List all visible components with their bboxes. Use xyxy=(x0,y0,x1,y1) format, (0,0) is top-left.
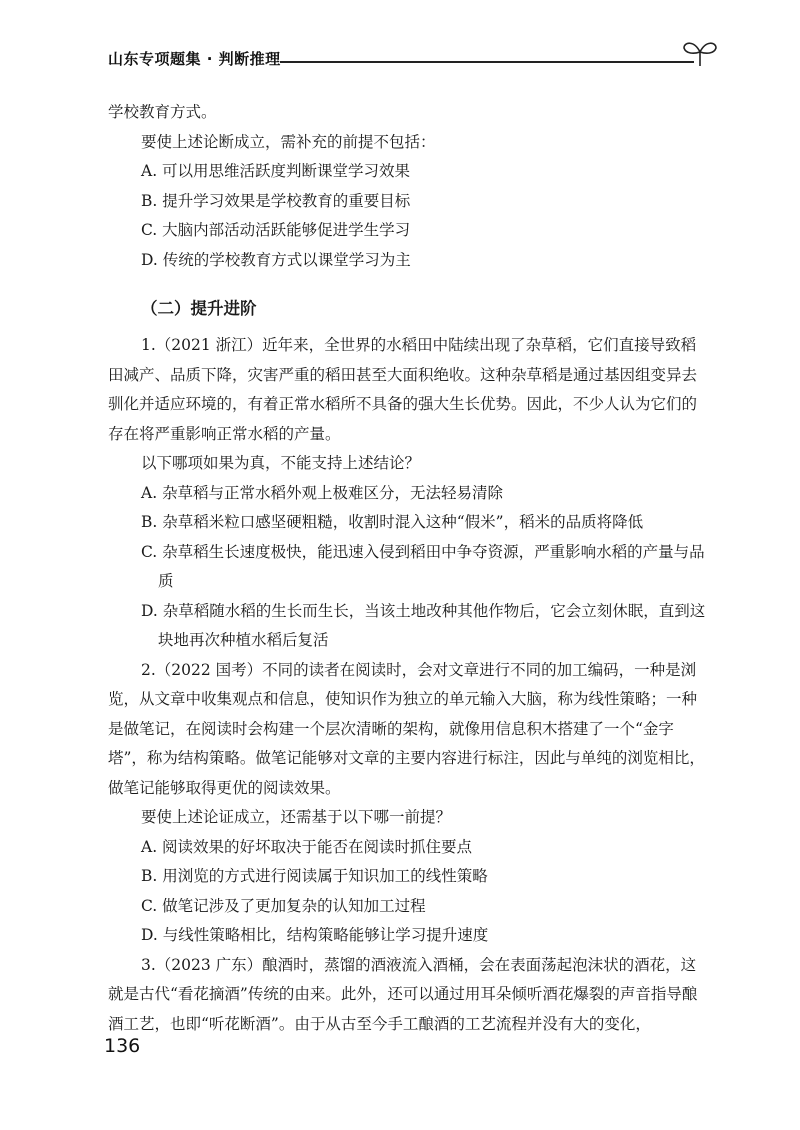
q2-stem: 要使上述论证成立，还需基于以下哪一前提？ xyxy=(141,808,452,826)
q-prev-stem: 要使上述论断成立，需补充的前提不包括： xyxy=(141,132,436,151)
page-number: 136 xyxy=(104,1035,141,1057)
q-prev-option-a: A. 可以用思维活跃度判断课堂学习效果 xyxy=(141,162,411,180)
header-title: 山东专项题集 · 判断推理 xyxy=(108,50,281,68)
q2-option-b: B. 用浏览的方式进行阅读属于知识加工的线性策略 xyxy=(141,867,488,885)
q1-option-b: B. 杂草稻米粒口感坚硬粗糙，收割时混入这种“假米”，稻米的品质将降低 xyxy=(141,513,644,531)
q2-text: 2.（2022 国考）不同的读者在阅读时，会对文章进行不同的加工编码，一种是浏览，从文章中收集观点和信息，使知识作为独立的单元输入大脑，称为线性策略；一种是做笔记，在阅读时会构建一个层次清晰的架构，就像用信息积木搭建了一个“金字塔”，称为结构策略。做笔记能够对文章的主要内容进行标注，因此与单纯的浏览相比，做笔记能够取得更优的阅读效果。 xyxy=(108,660,705,797)
q1-option-d: D. 杂草稻随水稻的生长而生长，当该土地改种其他作物后，它会立刻休眠，直到这块地再次种植水稻后复活 xyxy=(141,601,706,649)
page-content xyxy=(108,98,710,1039)
q2-option-a: A. 阅读效果的好坏取决于能否在阅读时抓住要点 xyxy=(141,837,473,856)
sprout-icon xyxy=(680,36,720,70)
q2-option-c: C. 做笔记涉及了更加复杂的认知加工过程 xyxy=(141,896,426,915)
running-header xyxy=(108,34,720,74)
q1-option-c: C. 杂草稻生长速度极快，能迅速入侵到稻田中争夺资源，严重影响水稻的产量与品质 xyxy=(141,542,705,590)
q2-option-d: D. 与线性策略相比，结构策略能够让学习提升速度 xyxy=(141,926,489,944)
header-rule xyxy=(280,61,694,63)
q1-stem: 以下哪项如果为真，不能支持上述结论？ xyxy=(141,454,421,472)
q1-option-a: A. 杂草稻与正常水稻外观上极难区分，无法轻易清除 xyxy=(141,483,504,502)
q-prev-option-c: C. 大脑内部活动活跃能够促进学生学习 xyxy=(141,221,411,239)
q3-text: 3.（2023 广东）酿酒时，蒸馏的酒液流入酒桶，会在表面荡起泡沫状的酒花，这就是古代“看花摘酒”传统的由来。此外，还可以通过用耳朵倾听酒花爆裂的声音指导酿酒工艺，也即“听花断酒”。由于从古至今手工酿酒的工艺流程并没有大的变化， xyxy=(108,955,698,1033)
q-prev-option-b: B. 提升学习效果是学校教育的重要目标 xyxy=(141,191,411,210)
q-prev-option-d: D. 传统的学校教育方式以课堂学习为主 xyxy=(141,250,411,269)
q-prev-continuation: 学校教育方式。 xyxy=(108,103,217,121)
q1-text: 1.（2021 浙江）近年来，全世界的水稻田中陆续出现了杂草稻，它们直接导致稻田减产、品质下降，灾害严重的稻田甚至大面积绝收。这种杂草稻是通过基因组变异去驯化并适应环境的，有着正常水稻所不具备的强大生长优势。因此，不少人认为它们的存在将严重影响正常水稻的产量。 xyxy=(108,336,698,443)
section-title: （二）提升进阶 xyxy=(141,299,257,318)
